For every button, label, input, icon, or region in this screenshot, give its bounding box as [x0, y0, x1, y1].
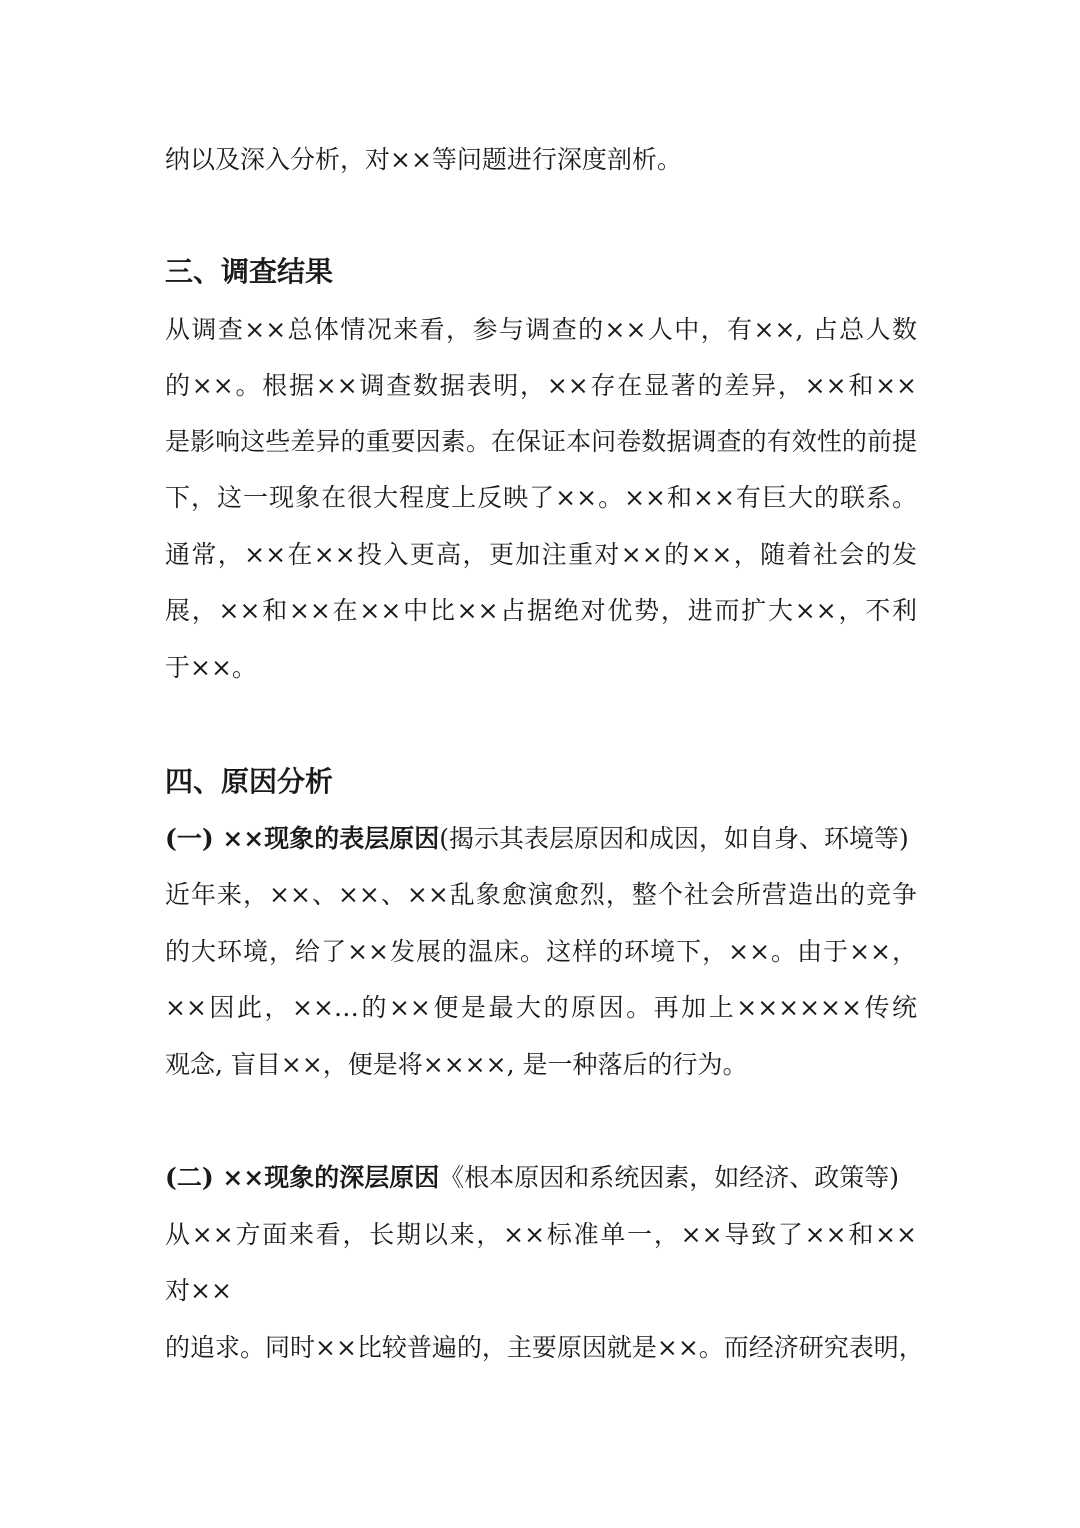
paragraph-line: 下，这一现象在很大程度上反映了××。××和××有巨大的联系。	[165, 483, 917, 512]
paragraph-line: 的××。根据××调查数据表明，××存在显著的差异，××和××	[165, 371, 917, 400]
paragraph-line: 于××。	[165, 653, 257, 682]
paragraph-line: 通常，××在××投入更高，更加注重对××的××，随着社会的发	[165, 540, 917, 569]
subheading-title: (二) ××现象的深层原因	[165, 1163, 440, 1192]
paragraph-line: 的追求。同时××比较普遍的，主要原因就是××。而经济研究表明，	[165, 1333, 924, 1362]
section-heading-results: 三、调查结果	[165, 255, 334, 288]
paragraph-line: 近年来，××、××、××乱象愈演愈烈，整个社会所营造出的竞争	[165, 880, 917, 909]
paragraph-line: 的大环境，给了××发展的温床。这样的环境下，××。由于××，	[165, 937, 917, 966]
paragraph-line: 展，××和××在××中比××占据绝对优势，进而扩大××，不利	[165, 596, 917, 625]
paragraph-line: 对××	[165, 1276, 232, 1305]
subheading-surface-causes	[165, 822, 909, 856]
section-heading-causes: 四、原因分析	[165, 765, 334, 798]
paragraph-line: ××因此，××…的××便是最大的原因。再加上××××××传统	[165, 993, 917, 1022]
subheading-deep-causes	[165, 1161, 899, 1195]
paragraph-line: 纳以及深入分析，对××等问题进行深度剖析。	[165, 145, 682, 174]
subheading-note: (揭示其表层原因和成因，如自身、环境等)	[439, 824, 909, 853]
paragraph-line: 观念, 盲目××，便是将××××, 是一种落后的行为。	[165, 1050, 748, 1079]
subheading-note: 《根本原因和系统因素，如经济、政策等)	[439, 1163, 900, 1192]
paragraph-line: 从调查××总体情况来看，参与调查的××人中，有××, 占总人数	[165, 315, 917, 344]
paragraph-line: 是影响这些差异的重要因素。在保证本问卷数据调查的有效性的前提	[165, 427, 917, 456]
subheading-title: (一) ××现象的表层原因	[165, 824, 440, 853]
paragraph-line: 从××方面来看，长期以来，××标准单一，××导致了××和××	[165, 1220, 917, 1249]
